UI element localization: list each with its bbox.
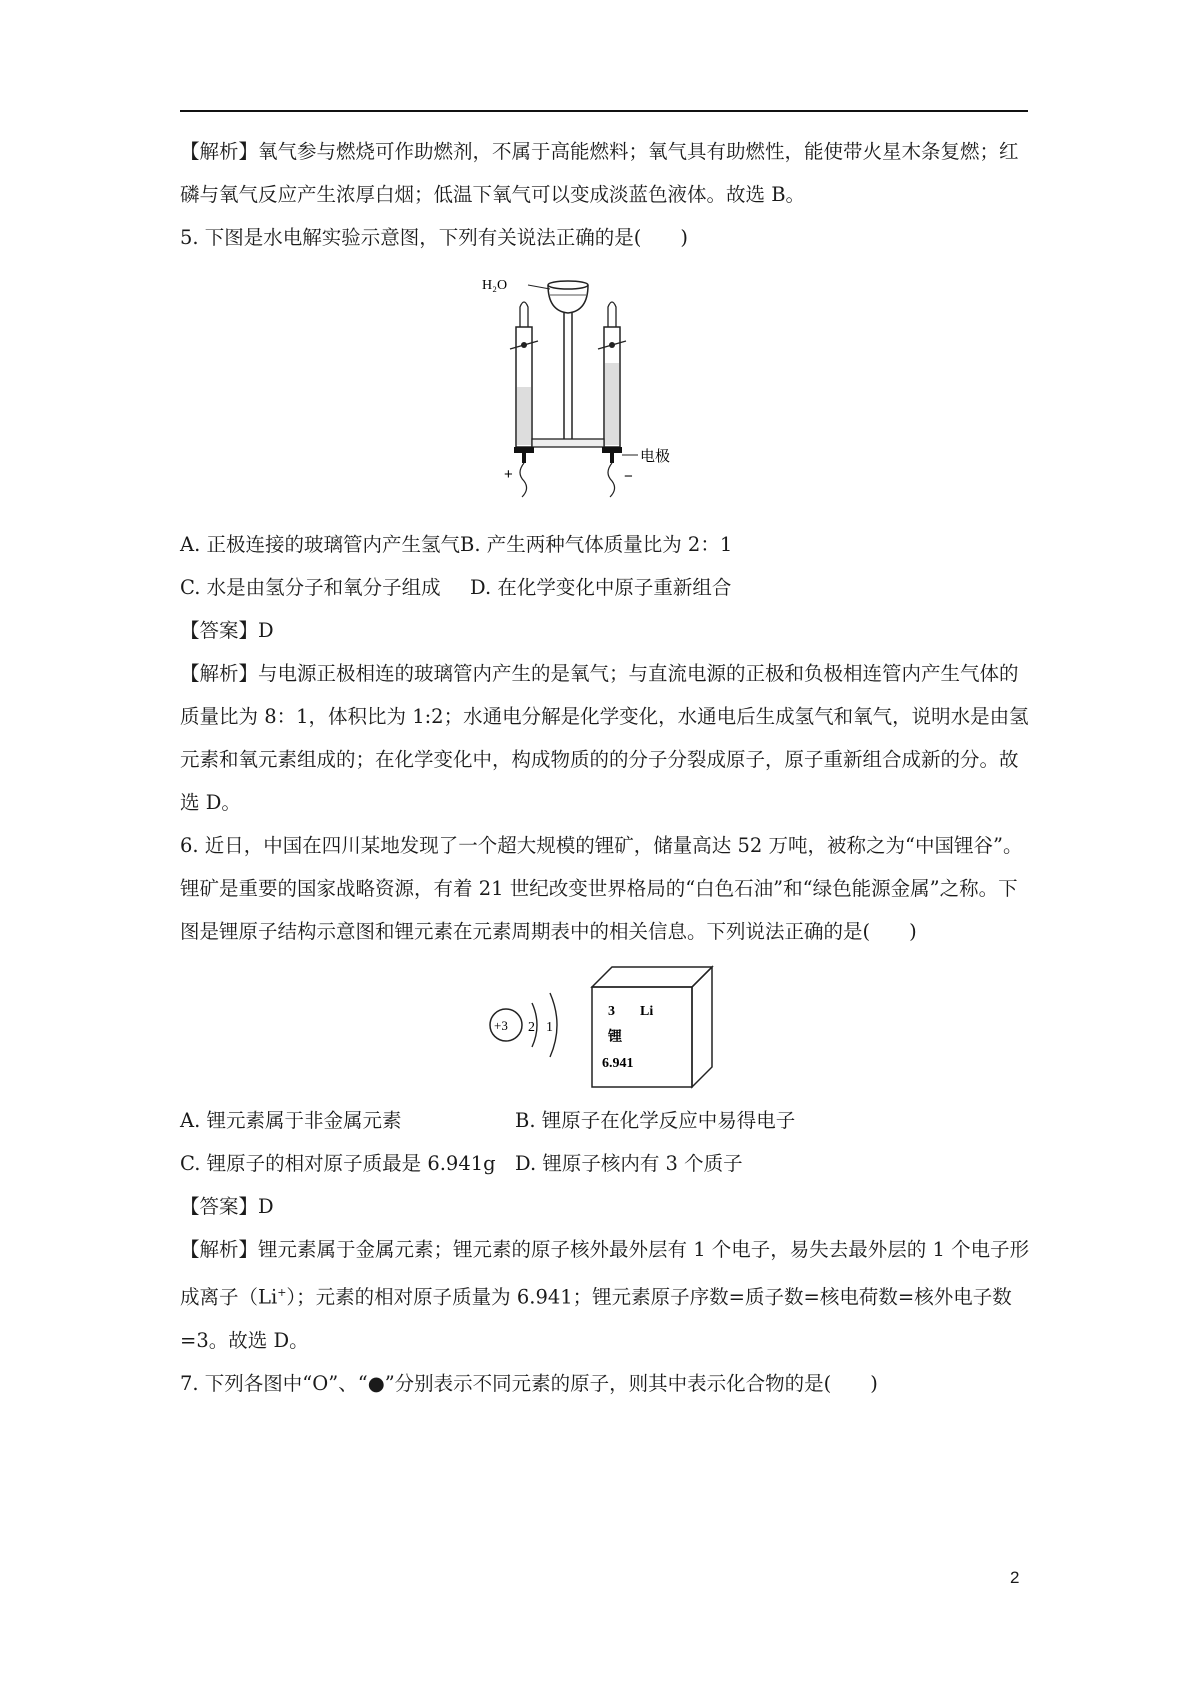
q5-answer: 【答案】D — [180, 619, 274, 642]
page-content — [180, 130, 1030, 1405]
shell1-electrons: 2 — [528, 1020, 535, 1035]
plus-label: + — [504, 466, 513, 483]
electrolysis-figure — [180, 267, 1030, 517]
lithium-figure — [180, 959, 1030, 1099]
q6-option-b: B. 锂原子在化学反应中易得电子 — [515, 1109, 796, 1132]
atomic-number: 3 — [608, 1004, 615, 1019]
header-rule — [180, 110, 1028, 112]
q5-option-c: C. 水是由氢分子和氧分子组成 — [180, 576, 441, 599]
q6-analysis — [180, 1228, 1030, 1362]
q5-option-b: B. 产生两种气体质量比为 2：1 — [459, 533, 733, 556]
q6-analysis-superscript: + — [277, 1286, 287, 1299]
h2o-label: H₂O — [482, 278, 508, 293]
minus-label: − — [624, 468, 633, 485]
element-name: 锂 — [608, 1029, 622, 1045]
q5-analysis: 【解析】与电源正极相连的玻璃管内产生的是氧气；与直流电源的正极和负极相连管内产生气体的质量比为 8：1，体积比为 1:2；水通电分解是化学变化，水通电后生成氢气和氧气，说明水是由氢元素和氧元素组成的；在化学变化中，构成物质的的分子分裂成原子，原子重新组合成新的分。故选 D。 — [180, 662, 1029, 814]
element-symbol: Li — [640, 1004, 654, 1019]
q5-stem: 5. 下图是水电解实验示意图，下列有关说法正确的是( ) — [180, 226, 689, 249]
q4-analysis: 【解析】氧气参与燃烧可作助燃剂，不属于高能燃料；氧气具有助燃性，能使带火星木条复燃；红磷与氧气反应产生浓厚白烟；低温下氧气可以变成淡蓝色液体。故选 B。 — [180, 140, 1019, 206]
q7-stem: 7. 下列各图中“O”、“●”分别表示不同元素的原子，则其中表示化合物的是( ) — [180, 1371, 878, 1395]
electrode-label: 电极 — [640, 447, 671, 465]
q5-options-row-2 — [180, 566, 1030, 609]
q6-analysis-part1: 【解析】锂元素属于金属元素；锂元素的原子核外最外层有 1 个电子，易失去最外层的 1 个电子形成离子（Li — [180, 1238, 1030, 1309]
q6-option-a: A. 锂元素属于非金属元素 — [180, 1109, 402, 1132]
page-number: 2 — [1010, 1568, 1020, 1587]
atomic-mass: 6.941 — [602, 1056, 634, 1071]
q5-option-a: A. 正极连接的玻璃管内产生氢气 — [180, 533, 460, 556]
q6-option-d: D. 锂原子核内有 3 个质子 — [515, 1152, 743, 1175]
q6-analysis-part2: ）；元素的相对原子质量为 6.941；锂元素原子序数=质子数=核电荷数=核外电子数=3。故选 D。 — [180, 1285, 1012, 1352]
q6-options-row-1 — [180, 1099, 1030, 1142]
q6-option-c: C. 锂原子的相对原子质最是 6.941g — [180, 1152, 496, 1175]
q5-options-row-1 — [180, 523, 1030, 566]
q6-stem: 6. 近日，中国在四川某地发现了一个超大规模的锂矿，储量高达 52 万吨，被称之为“中国锂谷”。锂矿是重要的国家战略资源，有着 21 世纪改变世界格局的“白色石油”和“绿色能源金属”之称。下图是锂原子结构示意图和锂元素在元素周期表中的相关信息。下列说法正确的是( ) — [180, 834, 1023, 943]
shell2-electrons: 1 — [546, 1020, 553, 1035]
nucleus-label: +3 — [494, 1018, 508, 1033]
q6-options-row-2 — [180, 1142, 1030, 1185]
q5-option-d: D. 在化学变化中原子重新组合 — [470, 576, 732, 599]
q6-answer: 【答案】D — [180, 1195, 274, 1218]
